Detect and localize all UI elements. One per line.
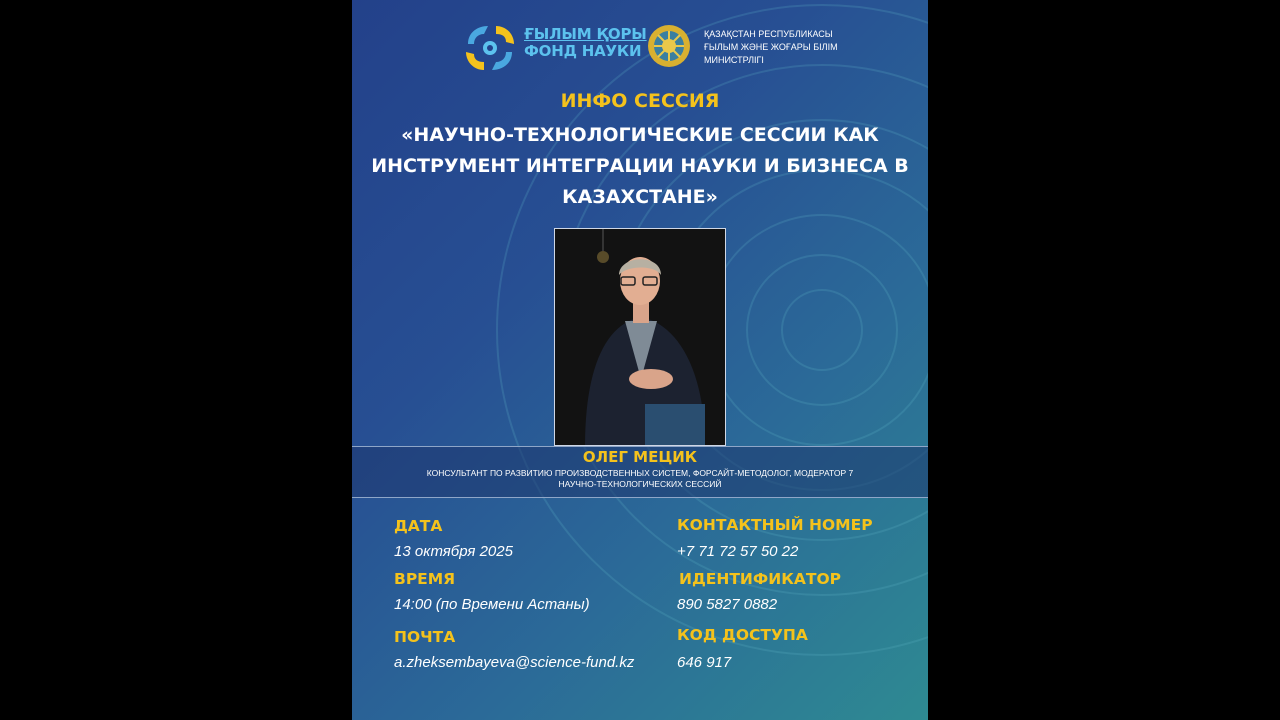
session-kicker: ИНФО СЕССИЯ xyxy=(560,90,720,112)
speaker-name: ОЛЕГ МЕЦИК xyxy=(582,448,698,466)
state-emblem-icon xyxy=(646,22,692,70)
speaker-role-line: КОНСУЛЬТАНТ ПО РАЗВИТИЮ ПРОИЗВОДСТВЕННЫХ СИСТЕМ, ФОРСАЙТ-МЕТОДОЛОГ, МОДЕРАТОР 7 xyxy=(426,468,854,478)
phone-label: КОНТАКТНЫЙ НОМЕР xyxy=(677,516,873,534)
phone-value: +7 71 72 57 50 22 xyxy=(677,543,799,560)
speaker-portrait-illustration xyxy=(555,229,726,446)
science-fund-wordmark xyxy=(524,26,647,60)
ministry-name xyxy=(704,28,838,67)
identifier-value: 890 5827 0882 xyxy=(677,596,778,613)
ministry-line-1: ҚАЗАҚСТАН РЕСПУБЛИКАСЫ xyxy=(704,29,833,39)
title-line: ИНСТРУМЕНТ ИНТЕГРАЦИИ НАУКИ И БИЗНЕСА В xyxy=(371,155,909,177)
access-code-value: 646 917 xyxy=(677,654,732,671)
identifier-label: ИДЕНТИФИКАТОР xyxy=(679,570,842,588)
fund-name-kazakh: ҒЫЛЫМ ҚОРЫ xyxy=(524,25,647,43)
date-label: ДАТА xyxy=(394,517,443,535)
title-line: «НАУЧНО-ТЕХНОЛОГИЧЕСКИЕ СЕССИИ КАК xyxy=(401,124,879,146)
speaker-photo xyxy=(554,228,726,446)
email-label: ПОЧТА xyxy=(394,628,456,646)
date-value: 13 октября 2025 xyxy=(394,543,513,560)
access-code-label: КОД ДОСТУПА xyxy=(677,626,808,644)
email-value: a.zheksembayeva@science-fund.kz xyxy=(394,654,635,671)
time-value: 14:00 (по Времени Астаны) xyxy=(394,596,590,613)
ministry-line-2: ҒЫЛЫМ ЖӘНЕ ЖОҒАРЫ БІЛІМ xyxy=(704,42,838,52)
time-label: ВРЕМЯ xyxy=(394,570,456,588)
ministry-line-3: МИНИСТРЛІГІ xyxy=(704,55,764,65)
speaker-role-line: НАУЧНО-ТЕХНОЛОГИЧЕСКИХ СЕССИЙ xyxy=(558,479,722,489)
info-session-poster xyxy=(352,0,928,720)
science-fund-logo-icon xyxy=(462,22,518,74)
fund-name-russian: ФОНД НАУКИ xyxy=(524,42,642,60)
title-line: КАЗАХСТАНЕ» xyxy=(562,186,718,208)
session-title xyxy=(362,120,918,213)
speaker-role xyxy=(392,468,888,490)
